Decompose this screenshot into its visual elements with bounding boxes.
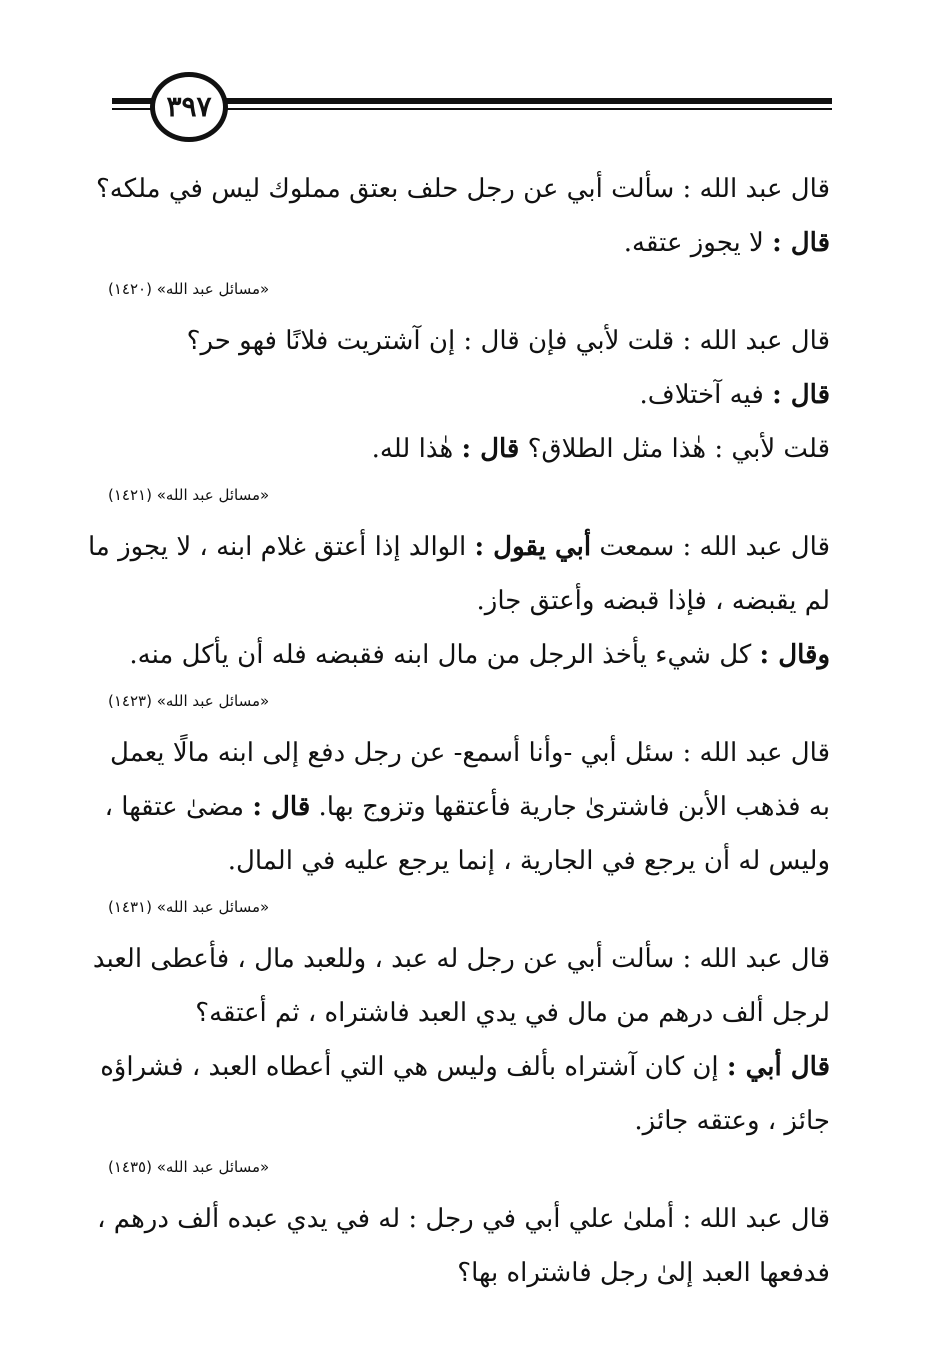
source-reference: «مسائل عبد الله» (١٤٢٠) — [108, 280, 270, 298]
page-number-badge — [150, 72, 228, 142]
speaker-label: قال : — [461, 434, 520, 464]
line-text: قال عبد الله : قلت لأبي فإن قال : إن آشتريت فلانًا فهو حر؟ — [186, 326, 830, 356]
entry-block — [92, 932, 830, 1180]
line-text: هٰذا لله. — [371, 434, 462, 464]
line-text: مضىٰ عتقها ، — [104, 792, 253, 822]
speaker-label: وقال : — [759, 640, 830, 670]
line-text: فيه آختلاف. — [639, 380, 773, 410]
line-text: إن كان آشتراه بألف وليس هي التي أعطاه العبد ، فشراؤه — [100, 1052, 727, 1082]
line-text: لم يقبضه ، فإذا قبضه وأعتق جاز. — [476, 586, 830, 616]
speaker-label: قال : — [772, 380, 830, 410]
speaker-label: قال أبي : — [726, 1052, 830, 1082]
speaker-label: أبي يقول : — [474, 532, 592, 562]
text-line — [97, 1192, 830, 1246]
entry-block — [95, 162, 830, 302]
entry-block — [104, 726, 830, 920]
line-text: قال عبد الله : سمعت — [591, 532, 830, 562]
text-line — [108, 726, 830, 780]
source-reference: «مسائل عبد الله» (١٤٢٣) — [108, 692, 270, 710]
source-reference: «مسائل عبد الله» (١٤٣١) — [108, 898, 270, 916]
entry-block — [87, 520, 830, 714]
line-text: كل شيء يأخذ الرجل من مال ابنه فقبضه فله أن يأكل منه. — [129, 640, 760, 670]
text-line — [87, 520, 830, 574]
line-text: قلت لأبي : هٰذا مثل الطلاق؟ — [519, 434, 830, 464]
page-header — [0, 62, 944, 152]
line-text: جائز ، وعتقه جائز. — [634, 1106, 830, 1136]
source-reference: «مسائل عبد الله» (١٤٣٥) — [108, 1158, 270, 1176]
text-line — [108, 628, 830, 682]
line-text: قال عبد الله : سئل أبي -وأنا أسمع- عن رجل دفع إلى ابنه مالًا يعمل — [110, 738, 830, 768]
line-text: لا يجوز عتقه. — [623, 228, 773, 258]
text-line — [108, 1246, 830, 1300]
text-line — [108, 986, 830, 1040]
speaker-label: قال : — [772, 228, 830, 258]
line-text: قال عبد الله : سألت أبي عن رجل له عبد ، وللعبد مال ، فأعطى العبد — [92, 944, 830, 974]
text-line — [108, 574, 830, 628]
text-line — [108, 834, 830, 888]
source-reference: «مسائل عبد الله» (١٤٢١) — [108, 486, 270, 504]
line-text: وليس له أن يرجع في الجارية ، إنما يرجع عليه في المال. — [227, 846, 830, 876]
entry-block — [108, 314, 830, 508]
text-line — [108, 1094, 830, 1148]
line-text: قال عبد الله : أملىٰ علي أبي في رجل : له في يدي عبده ألف درهم ، — [97, 1204, 830, 1234]
line-text: قال عبد الله : سألت أبي عن رجل حلف بعتق مملوك ليس في ملكه؟ — [95, 174, 830, 204]
text-line — [92, 932, 830, 986]
text-line — [108, 216, 830, 270]
line-text: فدفعها العبد إلىٰ رجل فاشتراه بها؟ — [457, 1258, 830, 1288]
page-body — [87, 162, 830, 1292]
speaker-label: قال : — [252, 792, 311, 822]
text-line — [104, 780, 830, 834]
line-text: الوالد إذا أعتق غلام ابنه ، لا يجوز ما — [87, 532, 475, 562]
text-line — [108, 368, 830, 422]
text-line — [100, 1040, 830, 1094]
line-text: لرجل ألف درهم من مال في يدي العبد فاشتراه ، ثم أعتقه؟ — [195, 998, 830, 1028]
text-line — [108, 314, 830, 368]
text-line — [108, 422, 830, 476]
page-number: ٣٩٧ — [166, 90, 212, 123]
text-line — [95, 162, 830, 216]
line-text: به فذهب الأبن فاشترىٰ جارية فأعتقها وتزوج بها. — [310, 792, 830, 822]
entry-block — [97, 1192, 830, 1300]
